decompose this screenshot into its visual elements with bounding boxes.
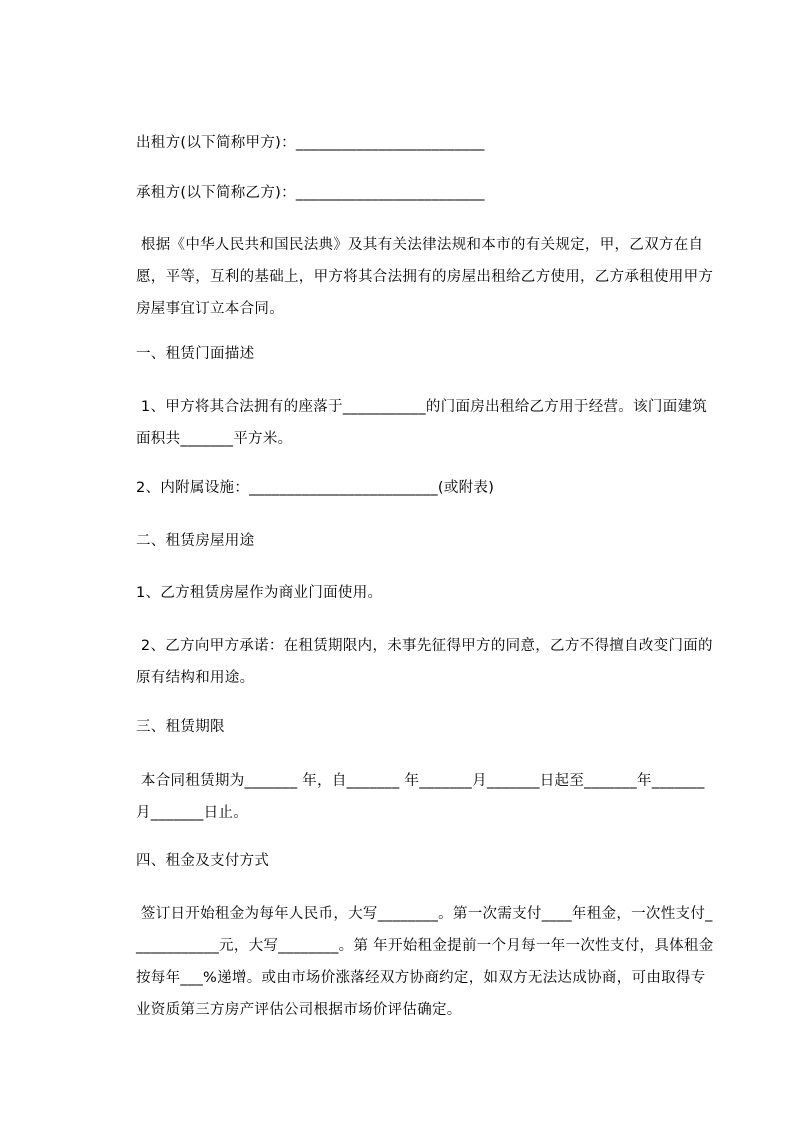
section3-title: 三、租赁期限 [136,719,225,735]
preamble-paragraph: 根据《中华人民共和国民法典》及其有关法律法规和本市的有关规定，甲，乙双方在自愿，平等，互利的基础上，甲方将其合法拥有的房屋出租给乙方使用，乙方承租使用甲方房屋事宜订立本合同。 [136,237,714,317]
lessor-line: 出租方(以下简称甲方)：_________________________ [136,135,485,151]
section2-item1: 1、乙方租赁房屋作为商业门面使用。 [136,585,383,601]
section1-title: 一、租赁门面描述 [136,346,255,362]
lessee-line: 承租方(以下简称乙方)：_________________________ [136,185,485,201]
section4-text: 签订日开始租金为每年人民币，大写________。第一次需支付____年租金，一次性支付____________元，大写________。第 年开始租金提前一个月每一年一次性支付，具体租金按每年___%递增。或由市场价涨落经双方协商约定，如双方无法达成协商，可由取得专业资质第三方房产评估公司根据市场价评估确定。 [136,906,714,1018]
section3-text: 本合同租赁期为_______ 年，自_______ 年_______月_______日起至_______年_______月_______日止。 [136,773,705,821]
section2-item2: 2、乙方向甲方承诺：在租赁期限内，未事先征得甲方的同意，乙方不得擅自改变门面的原有结构和用途。 [136,638,713,686]
section4-title: 四、租金及支付方式 [136,853,270,869]
section1-item1: 1、甲方将其合法拥有的座落于___________的门面房出租给乙方用于经营。该门面建筑面积共_______平方米。 [136,399,708,447]
section1-item2: 2、内附属设施：_________________________(或附表) [136,480,495,496]
section2-title: 二、租赁房屋用途 [136,533,255,549]
